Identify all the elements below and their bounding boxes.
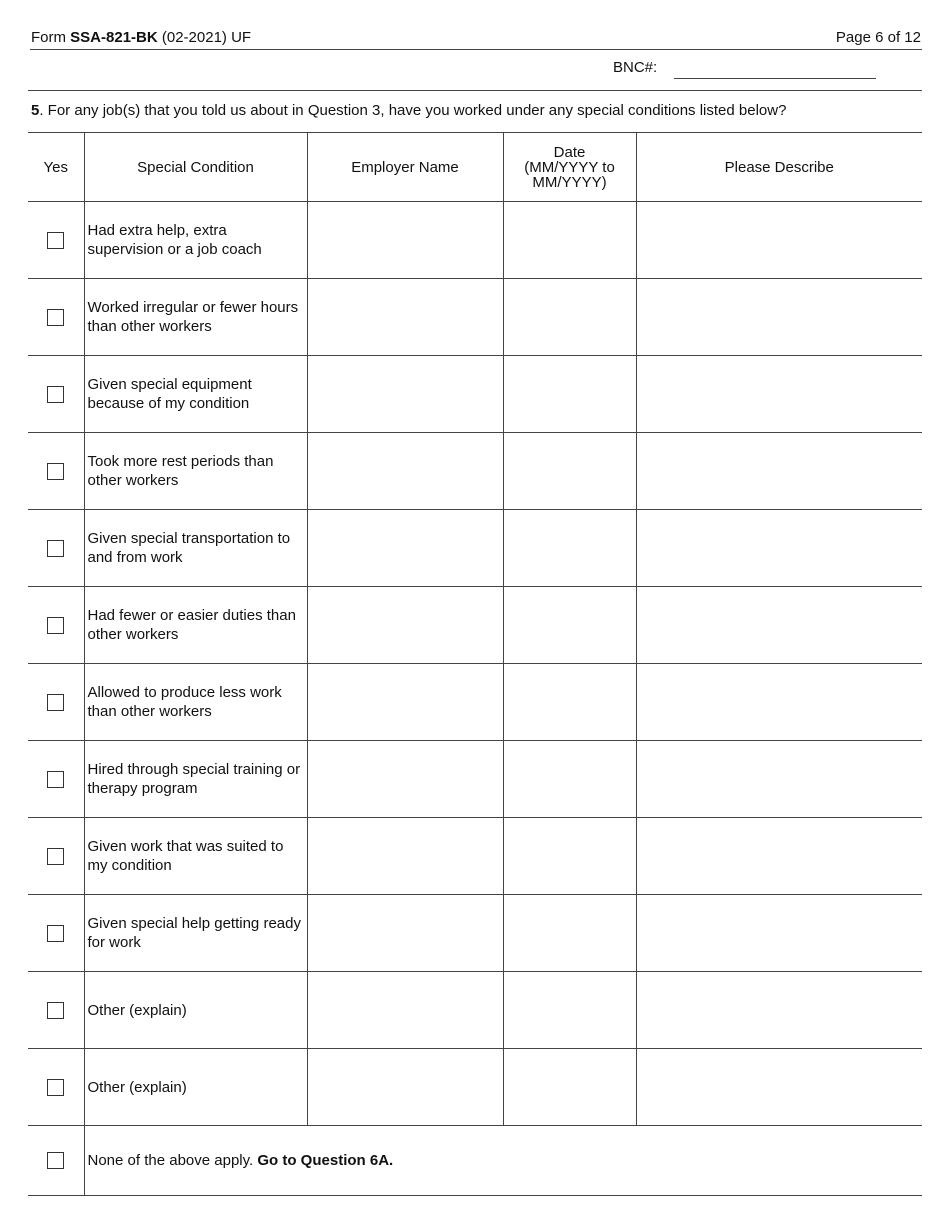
employer-name-cell[interactable] [307,510,503,587]
condition-label: Given special transportation to and from work [84,510,307,587]
date-cell[interactable] [503,664,636,741]
describe-cell[interactable] [636,356,922,433]
employer-name-cell[interactable] [307,433,503,510]
yes-checkbox[interactable] [47,694,64,711]
yes-checkbox[interactable] [47,925,64,942]
none-apply-row [28,1126,922,1196]
table-row [28,510,922,587]
condition-label: Took more rest periods than other workers [84,433,307,510]
yes-checkbox[interactable] [47,386,64,403]
yes-checkbox[interactable] [47,309,64,326]
date-cell[interactable] [503,587,636,664]
describe-cell[interactable] [636,587,922,664]
describe-cell[interactable] [636,1049,922,1126]
yes-checkbox[interactable] [47,540,64,557]
date-cell[interactable] [503,433,636,510]
date-cell[interactable] [503,741,636,818]
date-cell[interactable] [503,818,636,895]
employer-name-cell[interactable] [307,741,503,818]
special-conditions-table [28,132,922,1196]
employer-name-cell[interactable] [307,895,503,972]
yes-checkbox[interactable] [47,463,64,480]
bnc-label: BNC#: [613,59,658,76]
employer-name-cell[interactable] [307,972,503,1049]
yes-checkbox[interactable] [47,1002,64,1019]
employer-name-cell[interactable] [307,1049,503,1126]
yes-checkbox[interactable] [47,771,64,788]
condition-label: Other (explain) [84,1049,307,1126]
table-row [28,433,922,510]
form-header [30,29,922,50]
header-condition: Special Condition [84,133,307,202]
table-row [28,202,922,279]
date-cell[interactable] [503,972,636,1049]
table-row [28,818,922,895]
date-cell[interactable] [503,202,636,279]
yes-checkbox[interactable] [47,1079,64,1096]
date-cell[interactable] [503,510,636,587]
question-5: 5. For any job(s) that you told us about in Question 3, have you worked under any special conditions listed below? [31,102,787,119]
table-row [28,279,922,356]
condition-label: Worked irregular or fewer hours than other workers [84,279,307,356]
table-row [28,972,922,1049]
date-cell[interactable] [503,895,636,972]
employer-name-cell[interactable] [307,587,503,664]
table-row [28,664,922,741]
employer-name-cell[interactable] [307,818,503,895]
employer-name-cell[interactable] [307,356,503,433]
header-describe: Please Describe [636,133,922,202]
date-cell[interactable] [503,1049,636,1126]
condition-label: Given work that was suited to my condition [84,818,307,895]
table-row [28,356,922,433]
divider [28,90,922,91]
condition-label: Hired through special training or therapy program [84,741,307,818]
yes-checkbox[interactable] [47,232,64,249]
form-id: Form SSA-821-BK (02-2021) UF [31,29,252,46]
none-apply-checkbox[interactable] [47,1152,64,1169]
table-row [28,587,922,664]
describe-cell[interactable] [636,895,922,972]
header-yes: Yes [28,133,84,202]
none-apply-label: None of the above apply. Go to Question 6A. [84,1126,922,1196]
condition-label: Given special help getting ready for work [84,895,307,972]
employer-name-cell[interactable] [307,664,503,741]
employer-name-cell[interactable] [307,202,503,279]
condition-label: Other (explain) [84,972,307,1049]
describe-cell[interactable] [636,664,922,741]
describe-cell[interactable] [636,433,922,510]
yes-checkbox[interactable] [47,848,64,865]
condition-label: Allowed to produce less work than other workers [84,664,307,741]
condition-label: Had fewer or easier duties than other workers [84,587,307,664]
yes-checkbox[interactable] [47,617,64,634]
describe-cell[interactable] [636,202,922,279]
table-row [28,895,922,972]
form-number: SSA-821-BK [70,29,158,46]
describe-cell[interactable] [636,279,922,356]
describe-cell[interactable] [636,972,922,1049]
table-row [28,1049,922,1126]
describe-cell[interactable] [636,741,922,818]
describe-cell[interactable] [636,510,922,587]
date-cell[interactable] [503,356,636,433]
header-employer: Employer Name [307,133,503,202]
date-cell[interactable] [503,279,636,356]
table-row [28,741,922,818]
employer-name-cell[interactable] [307,279,503,356]
header-date: Date (MM/YYYY to MM/YYYY) [503,133,636,202]
page-number: Page 6 of 12 [835,29,921,46]
condition-label: Given special equipment because of my condition [84,356,307,433]
describe-cell[interactable] [636,818,922,895]
bnc-input-line[interactable] [674,78,876,79]
condition-label: Had extra help, extra supervision or a job coach [84,202,307,279]
